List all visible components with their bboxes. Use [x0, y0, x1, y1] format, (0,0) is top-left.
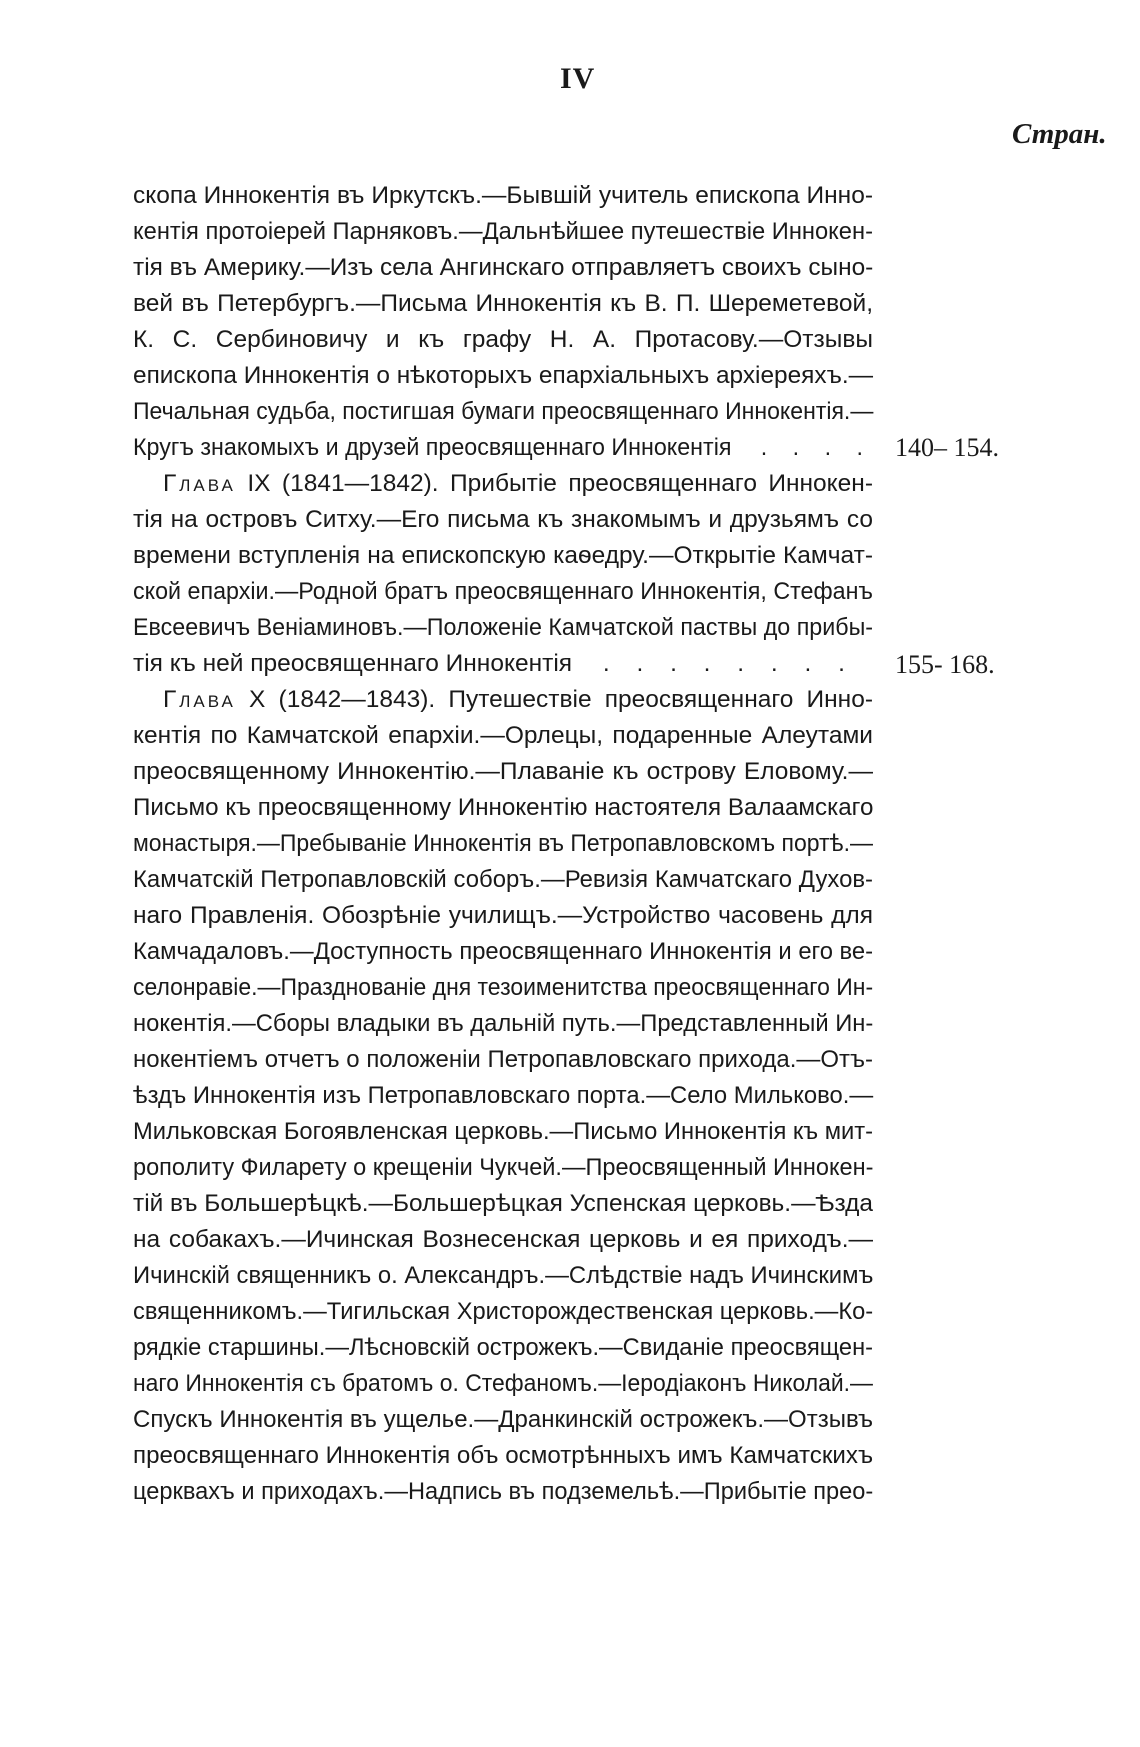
toc-line: Камчадаловъ.—Доступность преосвященнаго Иннокентія и его ве- — [133, 938, 874, 965]
toc-line: наго Иннокентія съ братомъ о. Стефаномъ.—Іеродіаконъ Николай.— — [133, 1370, 873, 1397]
chapter-heading-line — [163, 682, 873, 718]
toc-entry-last-line — [133, 646, 873, 682]
toc-line: епископа Иннокентія о нѣкоторыхъ епархіальныхъ архіереяхъ.— — [133, 362, 874, 389]
page-number: IV — [560, 62, 596, 95]
chapter-title: IX (1841—1842). — [247, 470, 439, 497]
toc-line: Камчатскій Петропавловскій соборъ.—Ревизія Камчатскаго Духов- — [133, 866, 874, 893]
toc-line: Кругъ знакомыхъ и друзей преосвященнаго Иннокентія — [133, 434, 732, 461]
toc-line: рядкіе старшины.—Лѣсновскій острожекъ.—Свиданіе преосвящен- — [133, 1334, 874, 1361]
toc-line: наго Правленія. Обозрѣніе училищъ.—Устройство часовень для — [133, 902, 873, 929]
pages-column-header: Стран. — [1012, 118, 1107, 150]
chapter-title: X (1842—1843). — [249, 686, 436, 713]
toc-line: на собакахъ.—Ичинская Вознесенская церковь и ея приходъ.— — [133, 1226, 873, 1253]
toc-line: ской епархіи.—Родной братъ преосвященнаго Иннокентія, Стефанъ — [133, 578, 873, 605]
toc-line: Мильковская Богоявленская церковь.—Письмо Иннокентія къ мит- — [133, 1118, 874, 1145]
toc-line: Печальная судьба, постигшая бумаги преосвященнаго Иннокентія.— — [133, 398, 874, 425]
dot-leader: . . . . — [760, 434, 873, 461]
dot-leader: . . . . . . . . — [602, 650, 855, 677]
toc-line: нокентіемъ отчетъ о положеніи Петропавловскаго прихода.—Отъ- — [133, 1046, 873, 1073]
chapter-label: Глава — [163, 686, 236, 713]
toc-line: Ичинскій священникъ о. Александръ.—Слѣдствіе надъ Ичинскимъ — [133, 1262, 874, 1289]
toc-line: Письмо къ преосвященному Иннокентію настоятеля Валаамскаго — [133, 794, 874, 821]
chapter-label: Глава — [163, 470, 236, 497]
toc-entry-last-line — [133, 430, 873, 466]
toc-line: Спускъ Иннокентія въ ущелье.—Дранкинскій острожекъ.—Отзывъ — [133, 1406, 873, 1433]
toc-line: К. С. Сербиновичу и къ графу Н. А. Протасову.—Отзывы — [133, 326, 873, 353]
toc-line: кентія протоіерей Парняковъ.—Дальнѣйшее путешествіе Иннокен- — [133, 218, 873, 245]
chapter-heading-line — [163, 466, 873, 502]
toc-line: кентія по Камчатской епархіи.—Орлецы, подаренные Алеутами — [133, 722, 873, 749]
toc-line: Путешествіе преосвященнаго Инно- — [448, 686, 873, 713]
toc-line: скопа Иннокентія въ Иркутскъ.—Бывшій учитель епископа Инно- — [133, 182, 873, 209]
toc-line: преосвященному Иннокентію.—Плаваніе къ острову Еловому.— — [133, 758, 873, 785]
toc-line: тія на островъ Ситху.—Его письма къ знакомымъ и друзьямъ со — [133, 506, 873, 533]
toc-line: преосвященнаго Иннокентія объ осмотрѣнныхъ имъ Камчатскихъ — [133, 1442, 874, 1469]
toc-line: тій въ Большерѣцкѣ.—Большерѣцкая Успенская церковь.—Ѣзда — [133, 1190, 874, 1217]
toc-line: священникомъ.—Тигильская Христорождественская церковь.—Ко- — [133, 1298, 874, 1325]
toc-line: Прибытіе преосвященнаго Иннокен- — [450, 470, 873, 497]
toc-line: Евсеевичъ Веніаминовъ.—Положеніе Камчатской паствы до прибы- — [133, 614, 874, 641]
toc-line: времени вступленія на епископскую каѳедру.—Открытіе Камчат- — [133, 542, 873, 569]
toc-line: тія въ Америку.—Изъ села Ангинскаго отправляетъ своихъ сыно- — [133, 254, 874, 281]
page-range: 155- 168. — [895, 650, 995, 679]
toc-line: селонравіе.—Празднованіе дня тезоименитства преосвященнаго Ин- — [133, 974, 874, 1001]
toc-line: тія къ ней преосвященнаго Иннокентія — [133, 650, 573, 677]
toc-line: вей въ Петербургъ.—Письма Иннокентія къ В. П. Шереметевой, — [133, 290, 873, 317]
toc-line: церквахъ и приходахъ.—Надпись въ подземельѣ.—Прибытіе прео- — [133, 1478, 874, 1505]
toc-line: нокентія.—Сборы владыки въ дальній путь.—Представленный Ин- — [133, 1010, 874, 1037]
toc-line: ѣздъ Иннокентія изъ Петропавловскаго порта.—Село Мильково.— — [133, 1082, 874, 1109]
toc-line: монастыря.—Пребываніе Иннокентія въ Петропавловскомъ портѣ.— — [133, 830, 874, 857]
toc-line: рополиту Филарету о крещеніи Чукчей.—Преосвященный Иннокен- — [133, 1154, 874, 1181]
page-range: 140– 154. — [895, 433, 999, 462]
